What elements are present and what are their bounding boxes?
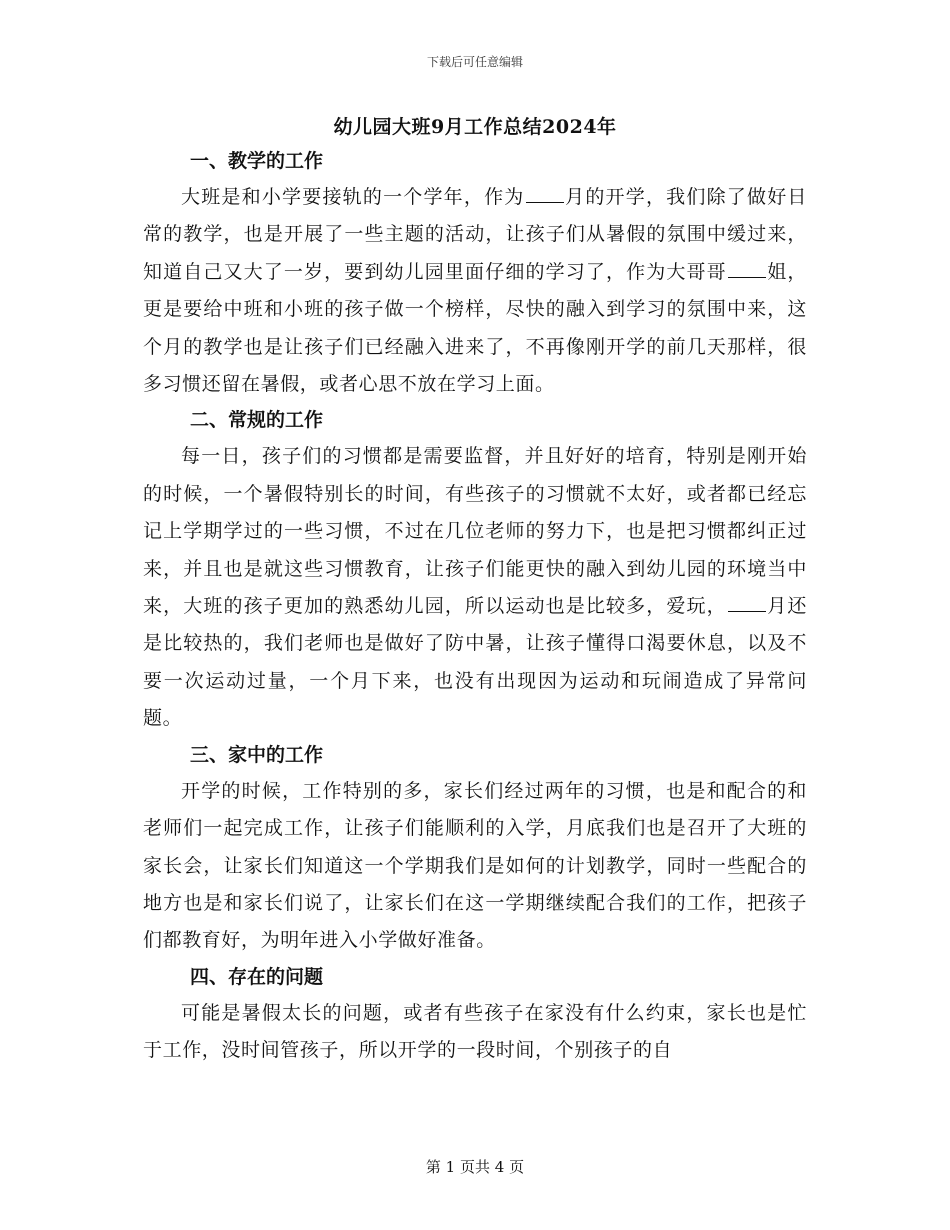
text-run: 月还是比较热的，我们老师也是做好了防中暑，让孩子懂得口渴要休息，以及不要一次运动过量，一个月下来，也没有出现因为运动和玩闹造成了异常问题。 [143,595,807,730]
text-run: 姐，更是要给中班和小班的孩子做一个榜样，尽快的融入到学习的氛围中来，这个月的教学也是让孩子们已经融入进来了，不再像刚开学的前几天那样，很多习惯还留在暑假，或者心思不放在学习上面。 [143,260,807,396]
text-run: 开学的时候，工作特别的多，家长们经过两年的习惯，也是和配合的和老师们一起完成工作，让孩子们能顺利的入学，月底我们也是召开了大班的家长会，让家长们知道这一个学期我们是如何的计划教学，同时一些配合的地方也是和家长们说了，让家长们在这一学期继续配合我们的工作，把孩子们都教育好，为明年进入小学做好准备。 [143,779,807,952]
text-run: 每一日，孩子们的习惯都是需要监督，并且好好的培育，特别是刚开始的时候，一个暑假特别长的时间，有些孩子的习惯就不太好，或者都已经忘记上学期学过的一些习惯，不过在几位老师的努力下，也是把习惯都纠正过来，并且也是就这些习惯教育，让孩子们能更快的融入到幼儿园的环境当中来，大班的孩子更加的熟悉幼儿园，所以运动也是比较多，爱玩， [143,445,807,618]
section-heading-problems: 四、存在的问题 [190,965,324,988]
blank-underline [728,610,766,612]
section-paragraph-family [143,773,807,960]
text-run: 可能是暑假太长的问题，或者有些孩子在家没有什么约束，家长也是忙于工作，没时间管孩子，所以开学的一段时间，个别孩子的自 [143,1001,807,1062]
blank-underline [526,201,564,203]
document-body [143,112,807,1070]
document-title: 幼儿园大班9月工作总结2024年 [333,116,617,138]
section-paragraph-routine [143,438,807,737]
section-heading-routine: 二、常规的工作 [190,409,324,432]
section-heading-teaching: 一、教学的工作 [190,150,324,172]
text-run: 月的开学，我们除了做好日常的教学，也是开展了一些主题的活动，让孩子们从暑假的氛围中缓过来，知道自己又大了一岁，要到幼儿园里面仔细的学习了，作为大哥哥 [143,186,807,283]
header-note: 下载后可任意编辑 [426,55,523,69]
page-footer: 第 1 页共 4 页 [425,1158,525,1176]
section-heading-family: 三、家中的工作 [190,743,324,766]
section-paragraph-problems [143,995,807,1070]
blank-underline [728,276,766,278]
section-paragraph-teaching [143,179,807,403]
text-run: 大班是和小学要接轨的一个学年，作为 [181,186,525,208]
